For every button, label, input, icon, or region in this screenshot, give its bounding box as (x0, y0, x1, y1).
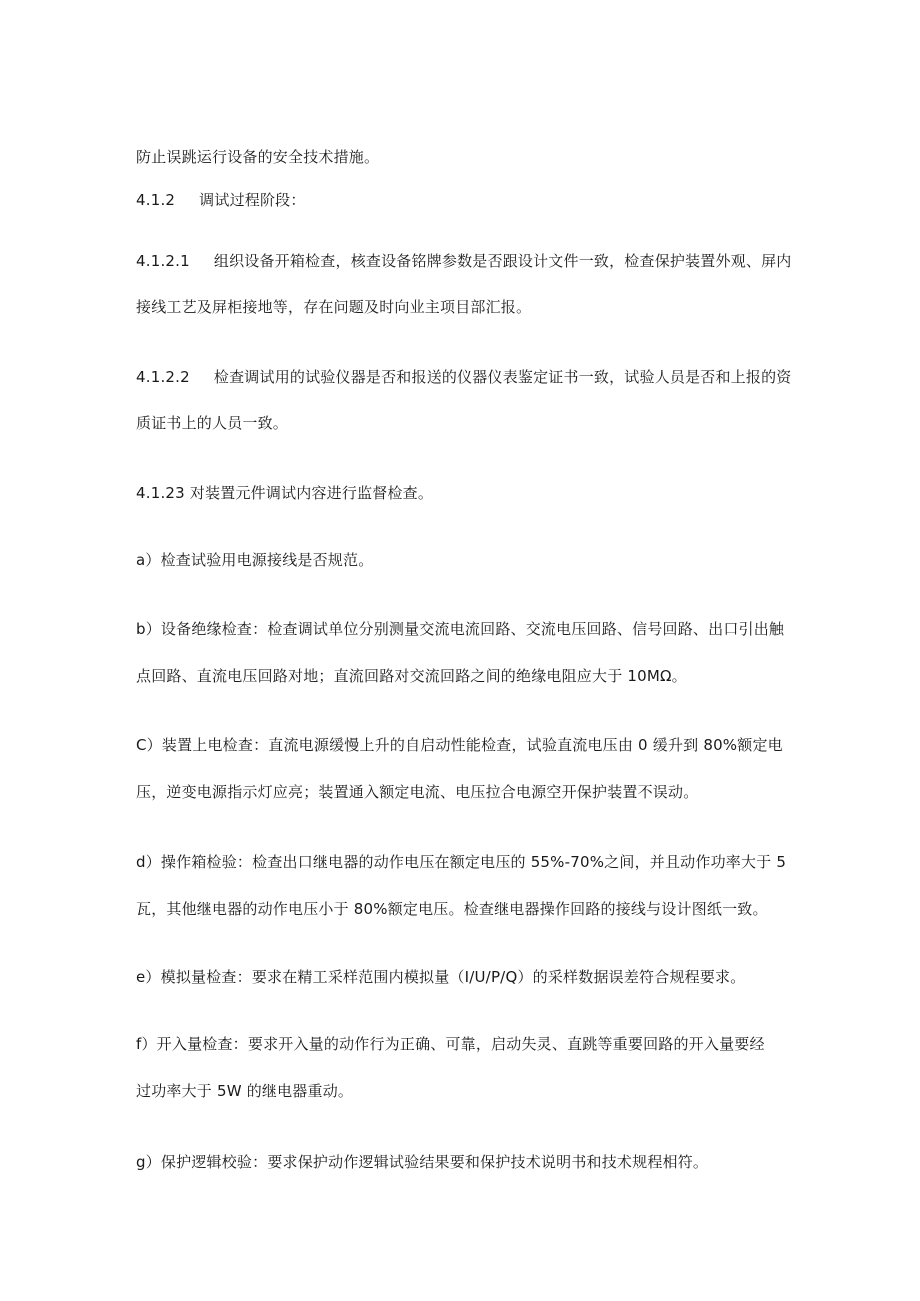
paragraph-line (136, 251, 796, 271)
text: 检查调试用的试验仪器是否和报送的仪器仪表鉴定证书一致，试验人员是否和上报的资 (213, 368, 792, 386)
list-item (136, 852, 796, 872)
item-number: 4.1.2.2 (136, 368, 190, 386)
text: a）检查试验用电源接线是否规范。 (136, 551, 374, 569)
text: 质证书上的人员一致。 (136, 414, 289, 432)
text: 4.1.23 对装置元件调试内容进行监督检查。 (136, 484, 434, 502)
list-item (136, 666, 796, 686)
section-heading (136, 190, 796, 210)
paragraph-line (136, 413, 796, 433)
text: 接线工艺及屏柜接地等，存在问题及时向业主项目部汇报。 (136, 298, 532, 316)
text: 防止误跳运行设备的安全技术措施。 (136, 148, 380, 166)
text: d）操作箱检验：检查出口继电器的动作电压在额定电压的 55%-70%之间，并且动作功率大于 5 (136, 853, 787, 871)
text: 组织设备开箱检查，核查设备铭牌参数是否跟设计文件一致，检查保护装置外观、屏内 (213, 252, 792, 270)
text: g）保护逻辑校验：要求保护动作逻辑试验结果要和保护技术说明书和技术规程相符。 (136, 1153, 709, 1171)
list-item (136, 1081, 796, 1101)
list-item (136, 735, 796, 755)
text: e）模拟量检查：要求在精工采样范围内模拟量（I/U/P/Q）的采样数据误差符合规程要求。 (136, 968, 746, 986)
list-item (136, 550, 796, 570)
text: 过功率大于 5W 的继电器重动。 (136, 1082, 354, 1100)
list-item (136, 619, 796, 639)
text: 瓦，其他继电器的动作电压小于 80%额定电压。检查继电器操作回路的接线与设计图纸一致。 (136, 900, 768, 918)
list-item (136, 1152, 796, 1172)
text: f）开入量检查：要求开入量的动作行为正确、可靠，启动失灵、直跳等重要回路的开入量要经 (136, 1035, 765, 1053)
text: b）设备绝缘检查：检查调试单位分别测量交流电流回路、交流电压回路、信号回路、出口引出触 (136, 620, 785, 638)
paragraph-line (136, 297, 796, 317)
list-item (136, 1034, 796, 1054)
list-item (136, 782, 796, 802)
paragraph-line (136, 367, 796, 387)
text: 点回路、直流电压回路对地；直流回路对交流回路之间的绝缘电阻应大于 10MΩ。 (136, 667, 687, 685)
text: C）装置上电检查：直流电源缓慢上升的自启动性能检查，试验直流电压由 0 缓升到 80%额定电 (136, 736, 783, 754)
section-number: 4.1.2 (136, 191, 176, 209)
item-number: 4.1.2.1 (136, 252, 190, 270)
paragraph-line (136, 483, 796, 503)
text-line (136, 147, 796, 167)
list-item (136, 899, 796, 919)
list-item (136, 967, 796, 987)
section-title: 调试过程阶段： (199, 191, 306, 209)
text: 压，逆变电源指示灯应亮；装置通入额定电流、电压拉合电源空开保护装置不误动。 (136, 783, 699, 801)
